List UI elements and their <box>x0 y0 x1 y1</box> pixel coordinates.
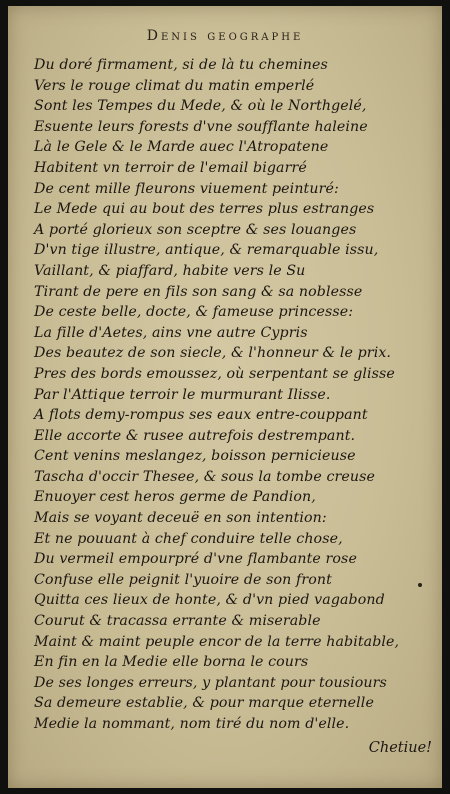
verse-line: Le Mede qui au bout des terres plus estranges <box>34 201 375 218</box>
verse-line: Mais se voyant deceuë en son intention: <box>34 510 327 527</box>
verse-line: Elle accorte & rusee autrefois destrempant. <box>34 427 356 444</box>
verse-line: Vaillant, & piaffard, habite vers le Su <box>34 262 306 279</box>
verse-line: Du doré firmament, si de là tu chemines <box>34 57 328 73</box>
verse-line: De cent mille fleurons viuement peinturé: <box>34 180 339 197</box>
verse-line: Sont les Tempes du Mede, & où le Northgelé, <box>34 98 367 115</box>
verse-line: Habitent vn terroir de l'email bigarré <box>34 159 307 176</box>
verse-line: A porté glorieux son sceptre & ses louanges <box>34 221 357 238</box>
verse-line: De ceste belle, docte, & fameuse princesse: <box>34 304 354 321</box>
verse-line: Esuente leurs forests d'vne soufflante haleine <box>34 118 368 135</box>
book-page <box>8 6 442 788</box>
verse-line: D'vn tige illustre, antique, & remarquable issu, <box>34 242 379 259</box>
verse-line: Cent venins meslangez, boisson pernicieuse <box>34 448 356 465</box>
running-head: Denis geographe <box>146 28 304 44</box>
verse-line: Pres des bords emoussez, où serpentant se glisse <box>34 365 395 382</box>
ink-speck <box>418 583 422 587</box>
verse-line: Maint & maint peuple encor de la terre habitable, <box>34 633 400 650</box>
verse-line: De ses longes erreurs, y plantant pour tousiours <box>34 674 387 691</box>
verse-list <box>34 55 434 735</box>
verse-line: Du vermeil empourpré d'vne flambante rose <box>34 551 357 568</box>
verse-line: La fille d'Aetes, ains vne autre Cypris <box>34 324 308 341</box>
verse-line: Tirant de pere en fils son sang & sa noblesse <box>34 283 363 300</box>
catchword: Chetiue! <box>368 740 432 756</box>
verse-line: Medie la nommant, nom tiré du nom d'elle. <box>34 716 350 732</box>
verse-line: Enuoyer cest heros germe de Pandion, <box>34 489 316 506</box>
verse-line: Quitta ces lieux de honte, & d'vn pied vagabond <box>34 592 385 609</box>
verse-line: Vers le rouge climat du matin emperlé <box>34 77 315 94</box>
verse-line: En fin en la Medie elle borna le cours <box>34 654 309 671</box>
verse-line: Courut & tracassa errante & miserable <box>34 613 321 630</box>
verse-line: Confuse elle peignit l'yuoire de son front <box>34 571 332 588</box>
verse-line: Des beautez de son siecle, & l'honneur & le prix. <box>34 345 392 362</box>
verse-line: Tascha d'occir Thesee, & sous la tombe creuse <box>34 468 376 485</box>
verse-line: Sa demeure establie, & pour marque eternelle <box>34 695 374 712</box>
verse-line: A flots demy-rompus ses eaux entre-couppant <box>34 407 368 424</box>
verse-line: Par l'Attique terroir le murmurant Ilisse. <box>34 386 331 403</box>
verse-line: Là le Gele & le Marde auec l'Atropatene <box>34 139 329 156</box>
verse-line: Et ne pouuant à chef conduire telle chose, <box>34 530 343 547</box>
